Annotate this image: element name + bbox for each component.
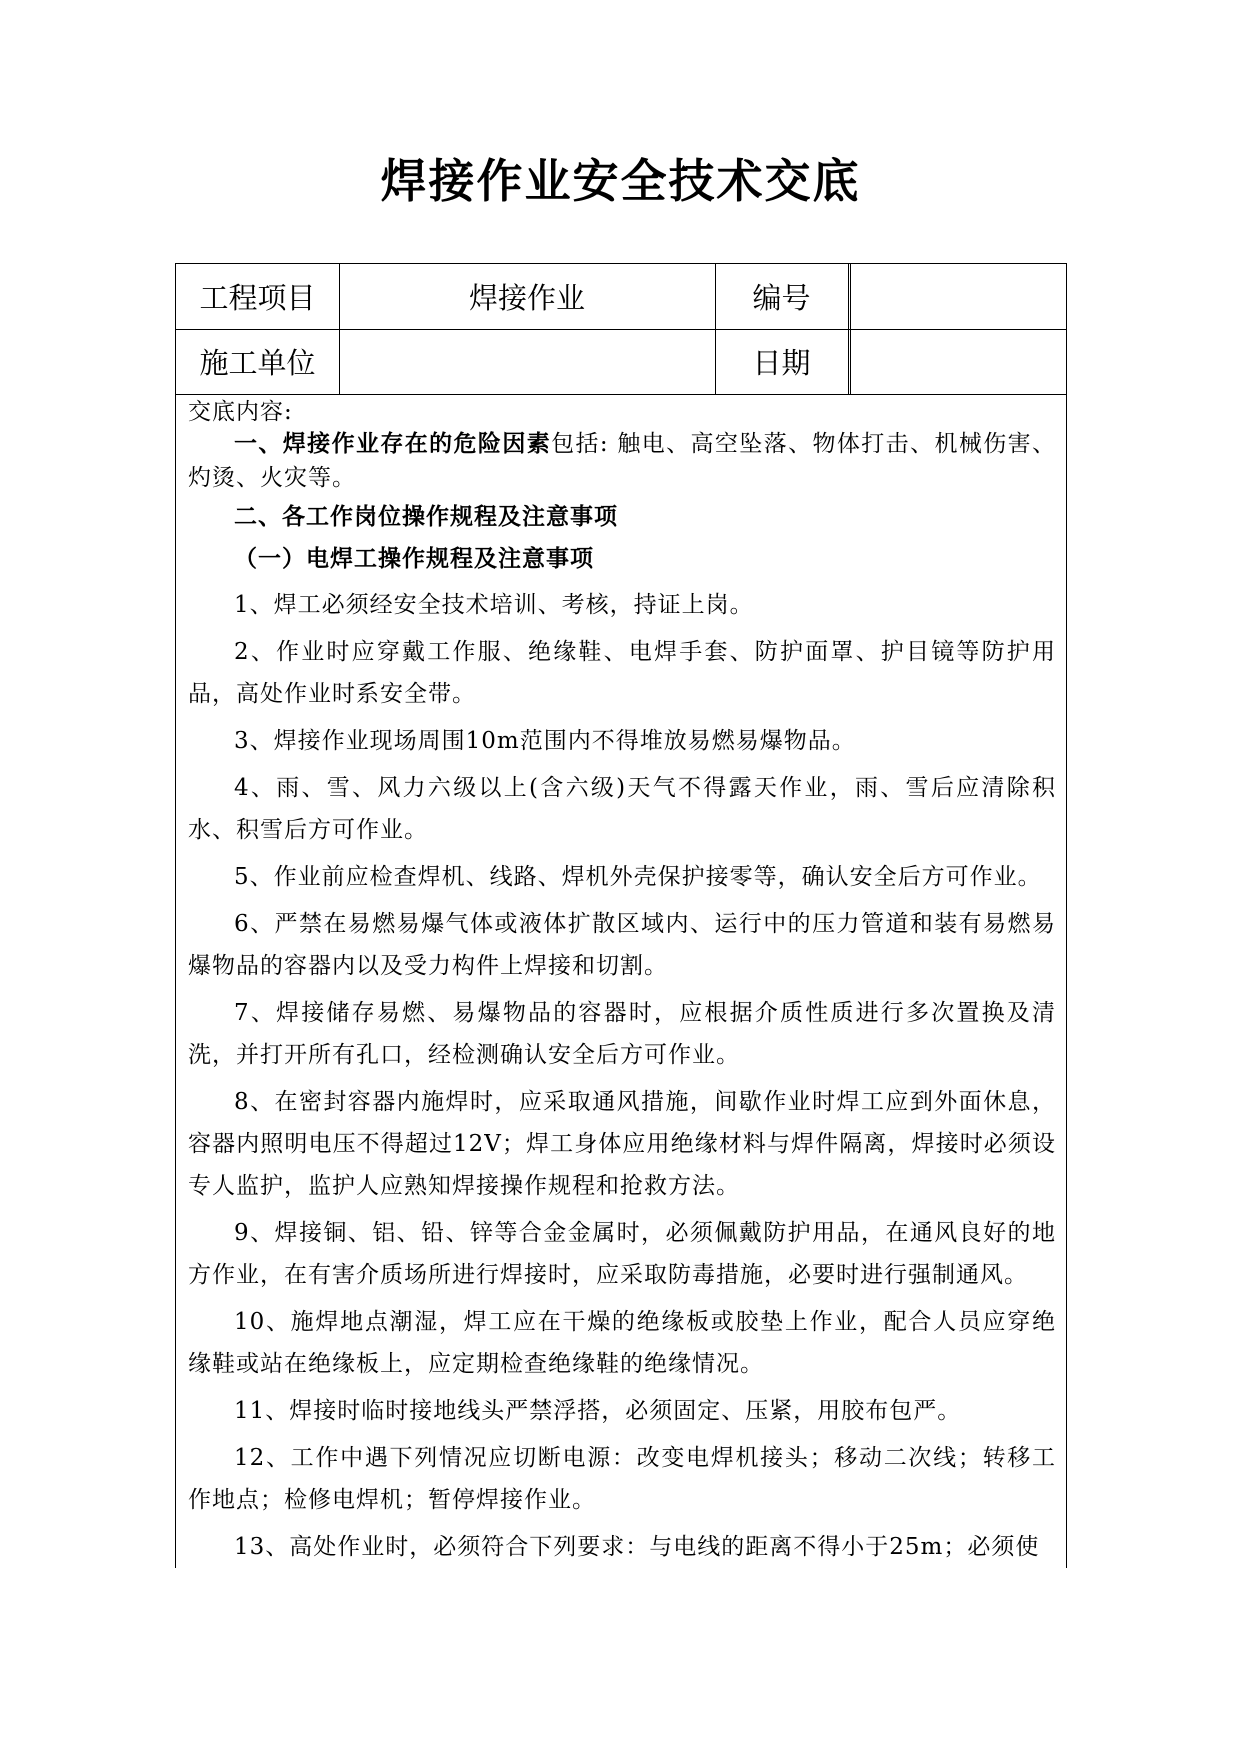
number-label: 编号	[752, 281, 811, 315]
hazard-text: 包括: 触电、高空坠落、物体打击、机械伤害、灼烫、火灾等。	[188, 431, 1057, 491]
rule-item: 1、焊工必须经安全技术培训、考核，持证上岗。	[234, 592, 754, 618]
rule-item: 7、焊接储存易燃、易爆物品的容器时，应根据介质性质进行多次置换及清洗，并打开所有孔口，经检测确认安全后方可作业。	[188, 1000, 1056, 1068]
subsection-1-heading: （一）电焊工操作规程及注意事项	[234, 545, 594, 572]
column-divider	[848, 264, 849, 394]
date-value	[850, 329, 1066, 394]
content-label: 交底内容:	[188, 399, 293, 425]
rule-item: 5、作业前应检查焊机、线路、焊机外壳保护接零等，确认安全后方可作业。	[234, 864, 1042, 890]
document-title: 焊接作业安全技术交底	[380, 154, 861, 208]
rule-item: 2、作业时应穿戴工作服、绝缘鞋、电焊手套、防护面罩、护目镜等防护用品，高处作业时系安全带。	[188, 639, 1056, 707]
rule-item: 13、高处作业时，必须符合下列要求：与电线的距离不得小于25m；必须使	[234, 1534, 1040, 1560]
row-divider	[176, 394, 1066, 395]
rule-item: 12、工作中遇下列情况应切断电源：改变电焊机接头；移动二次线；转移工作地点；检修电焊机；暂停焊接作业。	[188, 1445, 1056, 1513]
hazard-paragraph	[188, 427, 1056, 495]
unit-label: 施工单位	[199, 346, 316, 380]
rule-item: 6、严禁在易燃易爆气体或液体扩散区域内、运行中的压力管道和装有易燃易爆物品的容器内以及受力构件上焊接和切割。	[188, 911, 1056, 979]
number-value	[850, 264, 1066, 329]
rule-item: 3、焊接作业现场周围10m范围内不得堆放易燃易爆物品。	[234, 728, 856, 754]
hazard-heading: 一、焊接作业存在的危险因素	[234, 430, 552, 457]
rule-item: 11、焊接时临时接地线头严禁浮搭，必须固定、压紧，用胶布包严。	[234, 1398, 962, 1424]
handover-content	[188, 397, 1056, 1568]
date-label: 日期	[752, 346, 811, 380]
rule-item: 10、施焊地点潮湿，焊工应在干燥的绝缘板或胶垫上作业，配合人员应穿绝缘鞋或站在绝缘板上，应定期检查绝缘鞋的绝缘情况。	[188, 1309, 1056, 1377]
section-2-heading: 二、各工作岗位操作规程及注意事项	[234, 503, 618, 530]
rule-item: 9、焊接铜、铝、铅、锌等合金金属时，必须佩戴防护用品，在通风良好的地方作业，在有害介质场所进行焊接时，应采取防毒措施，必要时进行强制通风。	[188, 1220, 1056, 1288]
rule-item: 8、在密封容器内施焊时，应采取通风措施，间歇作业时焊工应到外面休息，容器内照明电压不得超过12V；焊工身体应用绝缘材料与焊件隔离，焊接时必须设专人监护，监护人应熟知焊接操作规程和抢救方法。	[188, 1089, 1056, 1199]
rule-item: 4、雨、雪、风力六级以上(含六级)天气不得露天作业，雨、雪后应清除积水、积雪后方可作业。	[188, 775, 1056, 843]
project-label: 工程项目	[199, 281, 316, 315]
project-value: 焊接作业	[468, 281, 585, 315]
unit-value	[339, 329, 715, 394]
handover-form	[175, 263, 1067, 1568]
